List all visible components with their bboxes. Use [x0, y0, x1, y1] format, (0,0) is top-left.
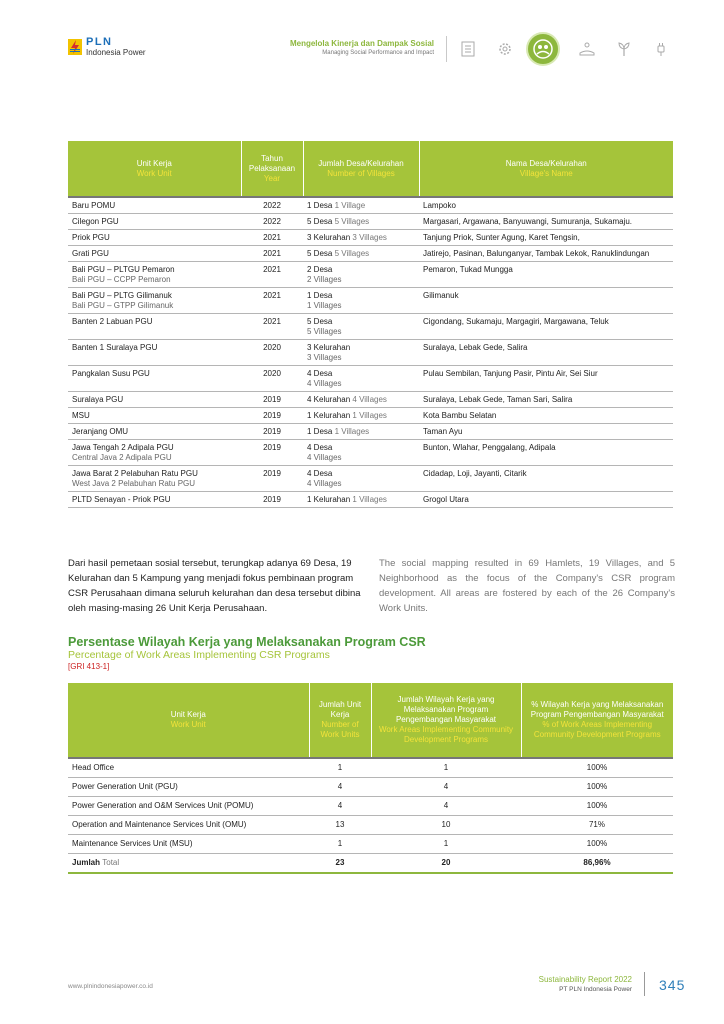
csr-work-area-table: [68, 683, 673, 874]
cell-unit-count: 4: [309, 797, 371, 816]
cell-village-names: Cigondang, Sukamaju, Margagiri, Margawana, Teluk: [419, 314, 673, 340]
cell-implementing-areas: 10: [371, 816, 521, 835]
table-row: [68, 197, 673, 214]
table-row: [68, 492, 673, 508]
header-unit-count: Jumlah Unit Kerja Number of Work Units: [309, 683, 371, 758]
cell-work-unit: Operation and Maintenance Services Unit (OMU): [68, 816, 309, 835]
cell-village-count: 1 Desa 1 Villages: [303, 288, 419, 314]
cell-year: 2019: [241, 492, 303, 508]
table-row: [68, 816, 673, 835]
cell-village-names: Gilimanuk: [419, 288, 673, 314]
cell-work-unit: Power Generation and O&M Services Unit (POMU): [68, 797, 309, 816]
total-row: [68, 854, 673, 874]
cell-total-count: 23: [309, 854, 371, 874]
paragraph-indonesian: Dari hasil pemetaan sosial tersebut, terungkap adanya 69 Desa, 19 Kelurahan dan 5 Kampung yang menjadi fokus pembinaan program CSR Perusahaan dimana seluruh kelurahan dan desa tersebut dibina oleh masing-masing 26 Unit Kerja Perusahaan.: [68, 558, 361, 614]
table-row: [68, 758, 673, 778]
cell-work-unit: Bali PGU – PLTGU Pemaron Bali PGU – CCPP Pemaron: [68, 262, 241, 288]
cell-unit-count: 1: [309, 835, 371, 854]
plant-icon[interactable]: [614, 39, 634, 59]
cell-village-names: Kota Bambu Selatan: [419, 408, 673, 424]
cell-work-unit: Jawa Tengah 2 Adipala PGU Central Java 2 Adipala PGU: [68, 440, 241, 466]
cell-work-unit: Jawa Barat 2 Pelabuhan Ratu PGU West Java 2 Pelabuhan Ratu PGU: [68, 466, 241, 492]
cell-work-unit: Head Office: [68, 758, 309, 778]
cell-year: 2019: [241, 424, 303, 440]
cell-village-count: 5 Desa 5 Villages: [303, 246, 419, 262]
cell-work-unit: Baru POMU: [68, 197, 241, 214]
section-title-id: Persentase Wilayah Kerja yang Melaksanakan Program CSR: [68, 635, 426, 649]
cell-implementing-areas: 4: [371, 778, 521, 797]
cell-work-unit: Jeranjang OMU: [68, 424, 241, 440]
table-row: [68, 466, 673, 492]
cell-village-names: Suralaya, Lebak Gede, Taman Sari, Salira: [419, 392, 673, 408]
brand-sub: Indonesia Power: [86, 48, 146, 57]
footer-report-title: Sustainability Report 2022: [538, 975, 632, 984]
cell-village-count: 5 Desa 5 Villages: [303, 214, 419, 230]
page-number: 345: [659, 977, 686, 993]
cell-year: 2021: [241, 262, 303, 288]
cell-work-unit: Grati PGU: [68, 246, 241, 262]
chapter-title-id: Mengelola Kinerja dan Dampak Sosial: [289, 39, 434, 48]
cell-work-unit: Pangkalan Susu PGU: [68, 366, 241, 392]
table-row: [68, 392, 673, 408]
cell-work-unit: Cilegon PGU: [68, 214, 241, 230]
header-village-count: Jumlah Desa/Kelurahan Number of Villages: [303, 141, 419, 197]
brand-name: PLN: [86, 36, 113, 48]
table-row: [68, 340, 673, 366]
cell-year: 2021: [241, 246, 303, 262]
cell-village-names: Suralaya, Lebak Gede, Salira: [419, 340, 673, 366]
company-logo: [68, 37, 146, 57]
section-title: [68, 635, 426, 671]
footer-url: www.plnindonesiapower.co.id: [68, 983, 153, 990]
cell-village-count: 1 Desa 1 Village: [303, 197, 419, 214]
plug-leaf-icon[interactable]: [651, 39, 671, 59]
table-row: [68, 424, 673, 440]
cell-percentage: 100%: [521, 758, 673, 778]
header-implementing-areas: Jumlah Wilayah Kerja yang Melaksanakan Program Pengembangan Masyarakat Work Areas Implementing Community Development Programs: [371, 683, 521, 758]
chapter-nav-icons: [458, 32, 688, 66]
chapter-title: [290, 39, 434, 56]
cell-village-count: 4 Desa 4 Villages: [303, 366, 419, 392]
footer-divider: [644, 972, 645, 996]
cell-unit-count: 1: [309, 758, 371, 778]
cell-percentage: 100%: [521, 778, 673, 797]
cell-village-count: 1 Kelurahan 1 Villages: [303, 492, 419, 508]
community-icon[interactable]: [526, 32, 560, 66]
pln-logo-icon: [68, 39, 82, 55]
cell-unit-count: 13: [309, 816, 371, 835]
cell-village-names: Cidadap, Loji, Jayanti, Citarik: [419, 466, 673, 492]
village-mapping-table: [68, 141, 673, 508]
header-village-names: Nama Desa/Kelurahan Village's Name: [419, 141, 673, 197]
table-row: [68, 246, 673, 262]
checklist-icon[interactable]: [458, 39, 478, 59]
cell-year: 2021: [241, 314, 303, 340]
cell-year: 2019: [241, 408, 303, 424]
cell-work-unit: Suralaya PGU: [68, 392, 241, 408]
cell-work-unit: Priok PGU: [68, 230, 241, 246]
cell-village-count: 4 Desa 4 Villages: [303, 466, 419, 492]
cell-percentage: 100%: [521, 835, 673, 854]
table-header-row: [68, 683, 673, 758]
cell-village-count: 2 Desa 2 Villages: [303, 262, 419, 288]
paragraph-english: The social mapping resulted in 69 Hamlets, 19 Villages, and 5 Neighborhood as the focus of the Company's CSR program development. All areas are fostered by each of the 26 Company's Work Units.: [379, 558, 675, 614]
cell-village-names: Taman Ayu: [419, 424, 673, 440]
cell-work-unit: Maintenance Services Unit (MSU): [68, 835, 309, 854]
cell-year: 2021: [241, 230, 303, 246]
cell-implementing-areas: 4: [371, 797, 521, 816]
header-percentage: % Wilayah Kerja yang Melaksanakan Program Pengembangan Masyarakat % of Work Areas Implementing Community Development Programs: [521, 683, 673, 758]
header-work-unit: Unit Kerja Work Unit: [68, 683, 309, 758]
cell-village-names: Pemaron, Tukad Mungga: [419, 262, 673, 288]
cell-work-unit: MSU: [68, 408, 241, 424]
cell-village-names: Lampoko: [419, 197, 673, 214]
footer-report: [539, 975, 632, 993]
cell-work-unit: Power Generation Unit (PGU): [68, 778, 309, 797]
cell-year: 2021: [241, 288, 303, 314]
section-title-en: Percentage of Work Areas Implementing CSR Programs: [68, 649, 330, 661]
cell-total-implementing: 20: [371, 854, 521, 874]
table-row: [68, 314, 673, 340]
table-row: [68, 230, 673, 246]
gri-reference: [GRI 413-1]: [68, 662, 110, 671]
chapter-title-en: Managing Social Performance and Impact: [322, 50, 434, 56]
gear-network-icon[interactable]: [495, 39, 515, 59]
cell-village-names: Bunton, Wlahar, Penggalang, Adipala: [419, 440, 673, 466]
header-year: Tahun Pelaksanaan Year: [241, 141, 303, 197]
header-work-unit: Unit Kerja Work Unit: [68, 141, 241, 197]
hand-people-icon[interactable]: [577, 39, 597, 59]
table-row: [68, 797, 673, 816]
footer-company: PT PLN Indonesia Power: [559, 986, 632, 993]
cell-year: 2022: [241, 214, 303, 230]
cell-village-count: 3 Kelurahan 3 Villages: [303, 230, 419, 246]
cell-percentage: 100%: [521, 797, 673, 816]
cell-village-count: 4 Desa 4 Villages: [303, 440, 419, 466]
cell-year: 2020: [241, 366, 303, 392]
cell-implementing-areas: 1: [371, 758, 521, 778]
cell-village-names: Tanjung Priok, Sunter Agung, Karet Tengsin,: [419, 230, 673, 246]
cell-village-names: Grogol Utara: [419, 492, 673, 508]
header-divider: [446, 36, 447, 62]
cell-percentage: 71%: [521, 816, 673, 835]
cell-village-count: 3 Kelurahan 3 Villages: [303, 340, 419, 366]
cell-work-unit: Banten 1 Suralaya PGU: [68, 340, 241, 366]
cell-year: 2019: [241, 466, 303, 492]
cell-village-names: Jatirejo, Pasinan, Balunganyar, Tambak Lekok, Ranuklindungan: [419, 246, 673, 262]
cell-year: 2020: [241, 340, 303, 366]
cell-village-count: 4 Kelurahan 4 Villages: [303, 392, 419, 408]
cell-unit-count: 4: [309, 778, 371, 797]
cell-village-names: Pulau Sembilan, Tanjung Pasir, Pintu Air, Sei Siur: [419, 366, 673, 392]
cell-village-count: 5 Desa 5 Villages: [303, 314, 419, 340]
table-row: [68, 778, 673, 797]
table-header-row: [68, 141, 673, 197]
cell-village-count: 1 Kelurahan 1 Villages: [303, 408, 419, 424]
cell-total-label: Jumlah Total: [68, 854, 309, 874]
cell-work-unit: PLTD Senayan - Priok PGU: [68, 492, 241, 508]
table-row: [68, 440, 673, 466]
cell-year: 2019: [241, 440, 303, 466]
cell-year: 2022: [241, 197, 303, 214]
cell-village-names: Margasari, Argawana, Banyuwangi, Sumuranja, Sukamaju.: [419, 214, 673, 230]
cell-implementing-areas: 1: [371, 835, 521, 854]
cell-work-unit: Bali PGU – PLTG Gilimanuk Bali PGU – GTPP Gilimanuk: [68, 288, 241, 314]
table-row: [68, 214, 673, 230]
cell-year: 2019: [241, 392, 303, 408]
cell-village-count: 1 Desa 1 Villages: [303, 424, 419, 440]
table-row: [68, 835, 673, 854]
table-row: [68, 288, 673, 314]
cell-total-percentage: 86,96%: [521, 854, 673, 874]
table-row: [68, 366, 673, 392]
table-row: [68, 262, 673, 288]
table-row: [68, 408, 673, 424]
cell-work-unit: Banten 2 Labuan PGU: [68, 314, 241, 340]
